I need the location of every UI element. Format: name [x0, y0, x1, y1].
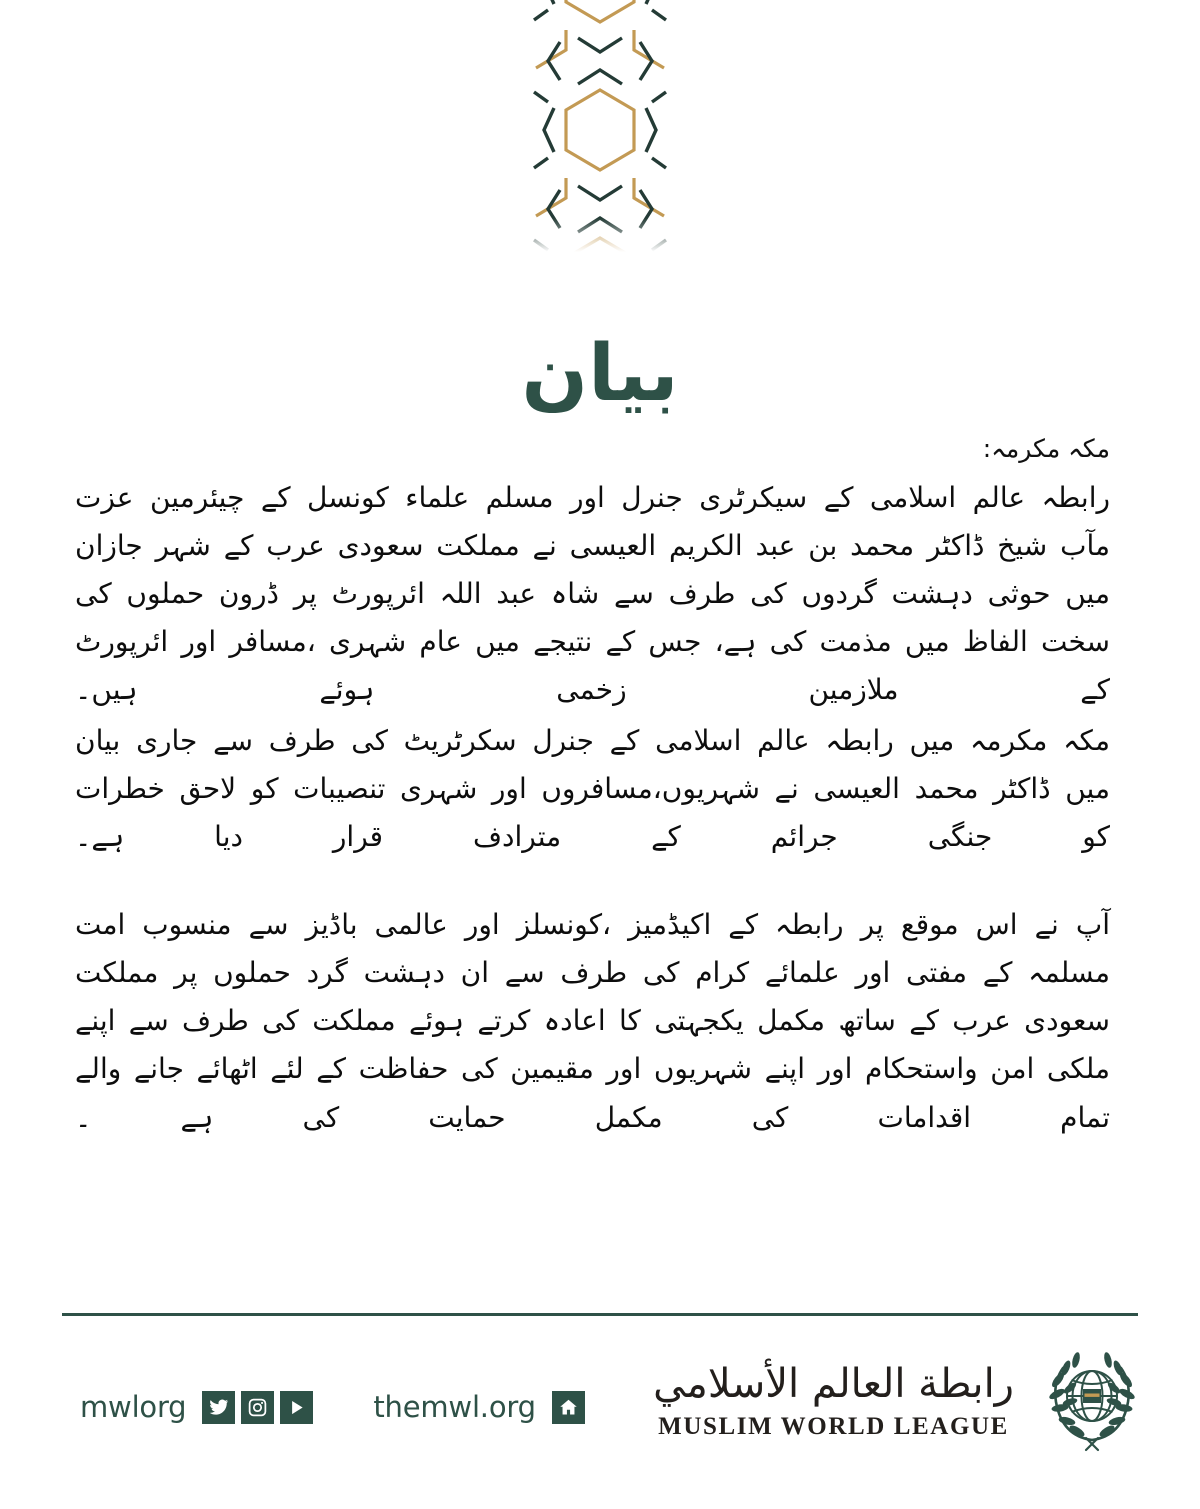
mwl-globe-laurel-emblem: [1036, 1344, 1148, 1456]
page-footer: [62, 1338, 1148, 1478]
home-glyph: [558, 1397, 579, 1418]
social-handle-label: mwlorg: [80, 1390, 187, 1424]
instagram-glyph: [247, 1397, 268, 1418]
statement-paragraph-1: رابطہ عالم اسلامی کے سیکرٹری جنرل اور مسلم علماء کونسل کے چیئرمین عزت مآب شیخ ڈاکٹر محمد بن عبد الکریم العیسی نے مملکت سعودی عرب کے شہر جازان میں حوثی دہشت گردوں کی طرف سے شاہ عبد اللہ ائرپورٹ پر ڈرون حملوں کی سخت الفاظ میں مذمت کی ہے، جس کے نتیجے میں عام شہری ،مسافر اور ائرپورٹ کے ملازمین زخمی ہوئے ہیں۔: [75, 480, 1110, 707]
twitter-glyph: [208, 1397, 229, 1418]
brand-name-english: MUSLIM WORLD LEAGUE: [658, 1413, 1009, 1440]
social-links-group: [80, 1390, 591, 1424]
statement-body: [75, 432, 1110, 1144]
footer-divider: [62, 1313, 1138, 1316]
statement-paragraph-2: مکہ مکرمہ میں رابطہ عالم اسلامی کے جنرل سکرٹریٹ کی طرف سے جاری بیان میں ڈاکٹر محمد العیسی نے شہریوں،مسافروں اور شہری تنصیبات کو لاحق خطرات کو جنگی جرائم کے مترادف قرار دیا ہے۔: [75, 723, 1110, 853]
page-title: بیان: [521, 329, 679, 420]
brand-text-group: [653, 1359, 1014, 1441]
youtube-play-glyph: [286, 1397, 307, 1418]
instagram-icon[interactable]: [241, 1391, 274, 1424]
website-label: themwl.org: [373, 1390, 536, 1424]
geometric-pattern-svg: [500, 0, 700, 258]
header-ornament-pattern: [500, 0, 700, 258]
brand-name-arabic: رابطة العالم الأسلامي: [653, 1361, 1014, 1407]
home-icon[interactable]: [552, 1391, 585, 1424]
emblem-svg: [1036, 1344, 1148, 1456]
mwl-brand-lockup: [653, 1344, 1148, 1456]
youtube-icon[interactable]: [280, 1391, 313, 1424]
dateline: مکہ مکرمہ:: [982, 434, 1110, 463]
statement-paragraph-3: آپ نے اس موقع پر رابطہ کے اکیڈمیز ،کونسلز اور عالمی باڈیز سے منسوب امت مسلمہ کے مفتی اور علمائے کرام کی طرف سے ان دہشت گرد حملوں پر مملکت سعودی عرب کے ساتھ مکمل یکجہتی کا اعادہ کرتے ہوئے مملکت کی طرف سے اپنے ملکی امن واستحکام اور اپنے شہریوں اور مقیمین کی حفاظت کے لئے اٹھائے جانے والے تمام اقدامات کی مکمل حمایت کی ہے ۔: [75, 908, 1110, 1134]
twitter-icon[interactable]: [202, 1391, 235, 1424]
